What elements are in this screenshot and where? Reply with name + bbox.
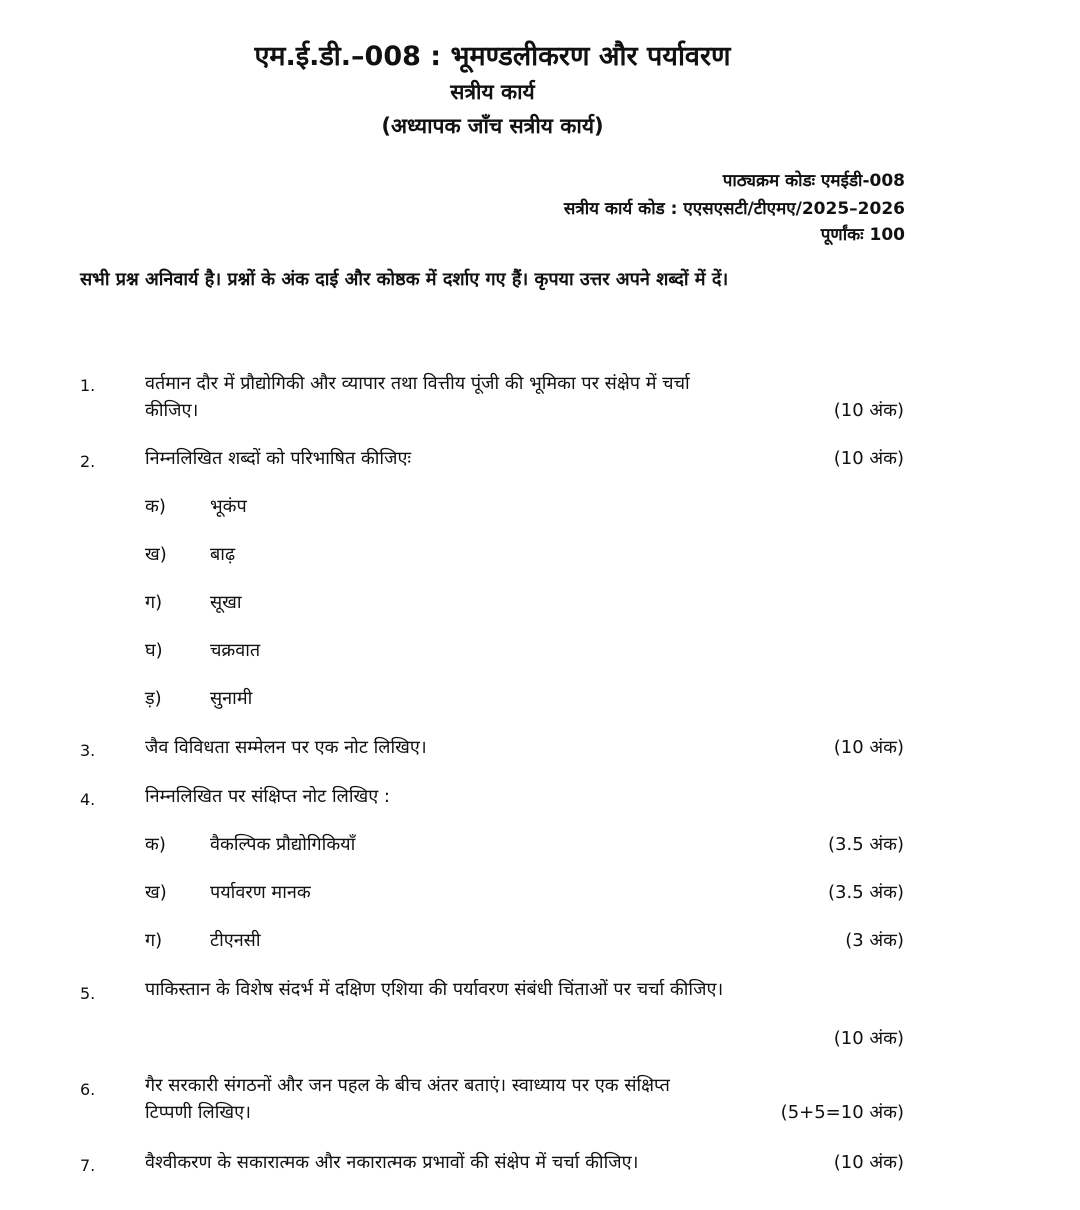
question-marks: (10 अंक): [833, 448, 904, 469]
question-text: निम्नलिखित पर संक्षिप्त नोट लिखिए :: [145, 786, 390, 807]
question-number: 7.: [80, 1156, 96, 1175]
question-text-line: कीजिए।: [145, 400, 199, 421]
question-marks: (5+5=10 अंक): [780, 1102, 904, 1123]
subitem-text: चक्रवात: [210, 640, 261, 661]
question-text-line: वर्तमान दौर में प्रौद्योगिकी और व्यापार तथा वित्तीय पूंजी की भूमिका पर संक्षेप में चर्चा: [145, 373, 690, 394]
question-text: निम्नलिखित शब्दों को परिभाषित कीजिएः: [145, 448, 412, 469]
question-marks: (10 अंक): [833, 737, 904, 758]
subitem-label: क): [145, 834, 166, 855]
question-number: 6.: [80, 1080, 96, 1099]
question-number: 2.: [80, 452, 96, 471]
subitem-text: टीएनसी: [210, 930, 261, 951]
question-text: वैश्वीकरण के सकारात्मक और नकारात्मक प्रभावों की संक्षेप में चर्चा कीजिए।: [145, 1152, 639, 1173]
question-text-line: टिप्पणी लिखिए।: [145, 1102, 251, 1123]
subitem-text: पर्यावरण मानक: [210, 882, 311, 903]
subitem-text: वैकल्पिक प्रौद्योगिकियाँ: [210, 834, 356, 855]
question-number: 5.: [80, 984, 96, 1003]
page-subtitle-detail: (अध्यापक जाँच सत्रीय कार्य): [381, 114, 604, 138]
question-text-line: गैर सरकारी संगठनों और जन पहल के बीच अंतर बताएं। स्वाध्याय पर एक संक्षिप्त: [145, 1075, 670, 1096]
question-marks: (10 अंक): [833, 1152, 904, 1173]
subitem-label: ख): [145, 882, 167, 903]
page-subtitle: सत्रीय कार्य: [450, 80, 535, 104]
subitem-marks: (3.5 अंक): [828, 882, 904, 903]
question-marks: (10 अंक): [833, 1028, 904, 1049]
subitem-text: सूखा: [210, 592, 242, 613]
assignment-code: सत्रीय कार्य कोड : एएसएसटी/टीएमए/2025–2026: [563, 199, 905, 219]
subitem-label: ग): [145, 592, 163, 613]
subitem-marks: (3 अंक): [845, 930, 904, 951]
subitem-label: घ): [145, 640, 163, 661]
subitem-label: क): [145, 496, 166, 517]
subitem-label: ख): [145, 544, 167, 565]
subitem-text: सुनामी: [210, 688, 253, 709]
question-number: 3.: [80, 741, 96, 760]
page-title: एम.ई.डी.–008 : भूमण्डलीकरण और पर्यावरण: [254, 41, 731, 72]
subitem-label: ड़): [145, 688, 162, 709]
question-text: [145, 1072, 867, 1126]
max-marks: पूर्णांकः 100: [820, 225, 905, 245]
subitem-marks: (3.5 अंक): [828, 834, 904, 855]
subitem-text: भूकंप: [210, 496, 247, 517]
question-text: पाकिस्तान के विशेष संदर्भ में दक्षिण एशिया की पर्यावरण संबंधी चिंताओं पर चर्चा कीजिए।: [145, 979, 724, 1000]
question-text: [145, 370, 867, 424]
subitem-label: ग): [145, 930, 163, 951]
course-code: पाठ्यक्रम कोडः एमईडी-008: [722, 171, 905, 191]
question-text: जैव विविधता सम्मेलन पर एक नोट लिखिए।: [145, 737, 427, 758]
question-number: 1.: [80, 376, 96, 395]
question-number: 4.: [80, 790, 96, 809]
question-marks: (10 अंक): [833, 400, 904, 421]
instructions: सभी प्रश्न अनिवार्य है। प्रश्नों के अंक दाई और कोष्ठक में दर्शाए गए हैं। कृपया उत्तर अपने शब्दों में दें।: [80, 269, 729, 290]
subitem-text: बाढ़: [210, 544, 236, 565]
